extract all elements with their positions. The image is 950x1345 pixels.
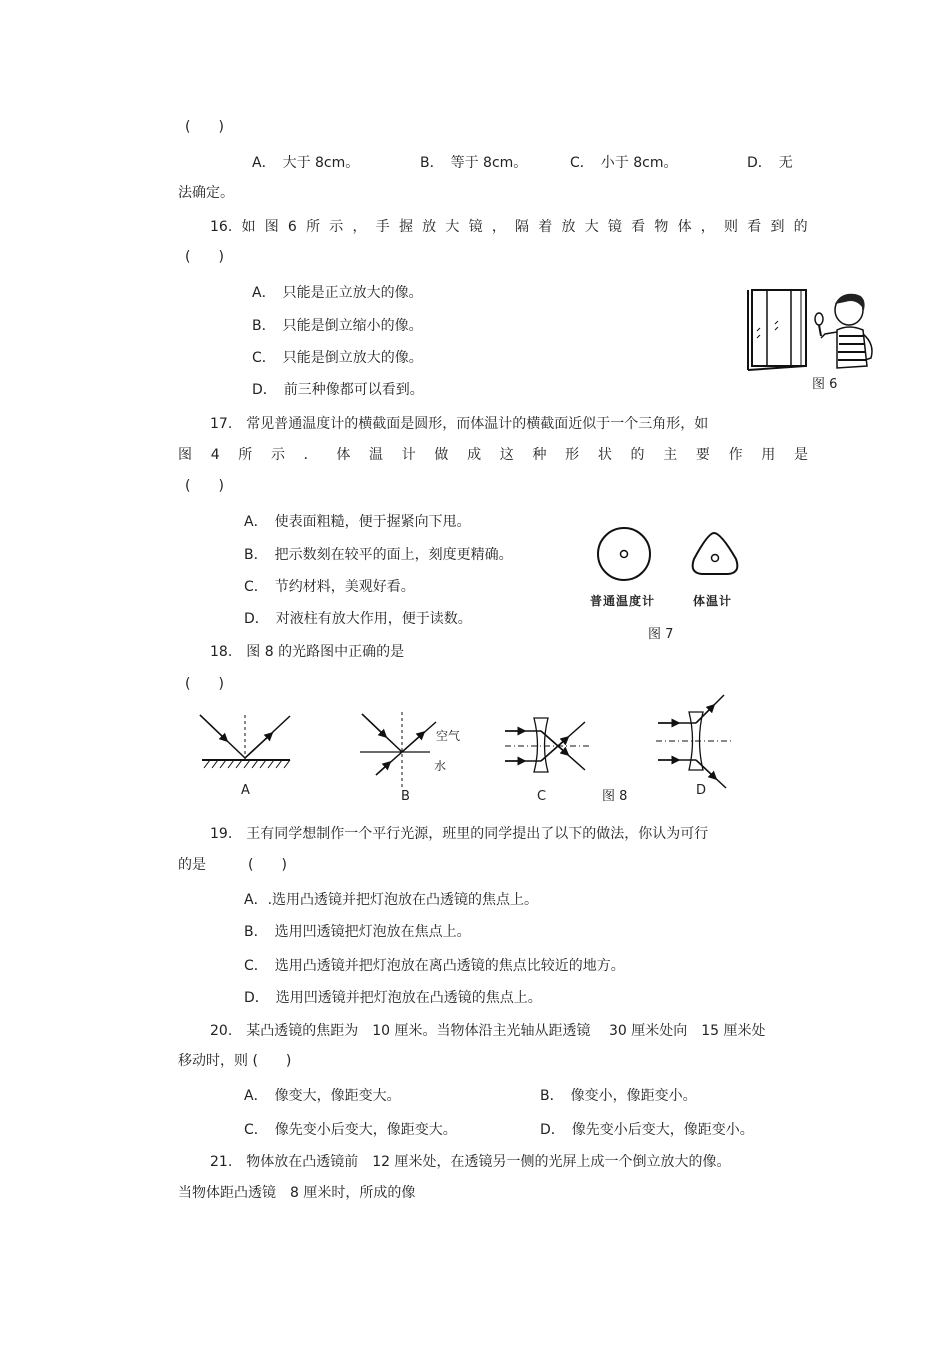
q16-stem-char: 大 — [584, 219, 599, 235]
q16-stem-char: 示 — [329, 219, 344, 235]
q17-option-d: D． 对液柱有放大作用，便于读数。 — [244, 611, 472, 627]
q17-stem-line1: 17. 常见普通温度计的横截面是圆形，而体温计的横截面近似于一个三角形，如 — [210, 416, 709, 432]
q16-stem-char: 到 — [770, 219, 785, 235]
q19-option-b: B． 选用凹透镜把灯泡放在焦点上。 — [244, 924, 471, 940]
q16-option-c: C． 只能是倒立放大的像。 — [252, 350, 423, 366]
q16-stem-char: 握 — [398, 219, 413, 235]
diagram-a-label: A — [241, 783, 250, 798]
diagram-d-label: D — [696, 783, 707, 798]
q17-stem-line2-char: 要 — [695, 447, 710, 463]
q16-bracket: ( ) — [185, 249, 224, 265]
q17-stem-line2-char: 这 — [499, 447, 514, 463]
diagram-b — [360, 712, 436, 790]
q16-stem-char: 看 — [747, 219, 762, 235]
q17-stem-line2-char: 4 — [210, 447, 220, 463]
q17-stem-line2-char: ． — [303, 447, 318, 463]
q17-stem-line2-char: 主 — [663, 447, 678, 463]
q17-stem-line2-char: 示 — [270, 447, 285, 463]
q20-option-d: D． 像先变小后变大，像距变小。 — [540, 1122, 754, 1138]
q19-stem-line2: 的是 ( ) — [178, 857, 287, 873]
q16-stem-char: 镜 — [468, 219, 483, 235]
q16-option-d: D． 前三种像都可以看到。 — [252, 382, 424, 398]
q17-stem-line2-char: 种 — [532, 447, 547, 463]
q16-stem-char: 着 — [538, 219, 553, 235]
q17-stem-line2-char: 作 — [728, 447, 743, 463]
figure-6-caption: 图 6 — [812, 377, 838, 392]
q15-option-d: D． 无 — [747, 155, 793, 171]
q20-stem-line1: 20. 某凸透镜的焦距为 10 厘米。当物体沿主光轴从距透镜 30 厘米处向 15 厘米处 — [210, 1023, 766, 1039]
q16-stem-char: 放 — [561, 219, 576, 235]
q17-option-b: B． 把示数刻在较平的面上，刻度更精确。 — [244, 547, 513, 563]
q16-stem-char: 的 — [793, 219, 808, 235]
q17-stem-line2-char: 形 — [565, 447, 580, 463]
q19-stem-line1: 19. 王有同学想制作一个平行光源，班里的同学提出了以下的做法，你认为可行 — [210, 826, 709, 842]
q16-stem-char: 如 — [241, 219, 256, 235]
q15-option-a: A． 大于 8cm。 — [252, 155, 360, 171]
q19-option-c: C． 选用凸透镜并把灯泡放在离凸透镜的焦点比较近的地方。 — [244, 958, 625, 974]
diagram-a — [200, 712, 290, 768]
q20-option-b: B． 像变小，像距变小。 — [540, 1088, 697, 1104]
q16-stem-char: ， — [491, 219, 506, 235]
q16-stem-char: 隔 — [515, 219, 530, 235]
q16-stem-char: 图 — [264, 219, 279, 235]
q19-option-d: D． 选用凹透镜并把灯泡放在凸透镜的焦点上。 — [244, 990, 542, 1006]
figure-8-caption: 图 8 — [602, 789, 628, 804]
figure-7-label-ordinary: 普通温度计 — [590, 594, 656, 608]
q16-stem-char: 体 — [677, 219, 692, 235]
q17-bracket: ( ) — [185, 478, 224, 494]
q18-stem: 18. 图 8 的光路图中正确的是 — [210, 644, 405, 660]
q17-stem-line2-char: 用 — [761, 447, 776, 463]
q20-option-a: A． 像变大，像距变大。 — [244, 1088, 401, 1104]
q17-stem-line2-char: 图 — [178, 447, 192, 463]
q16-option-a: A． 只能是正立放大的像。 — [252, 285, 423, 301]
q19-option-a: A．.选用凸透镜并把灯泡放在凸透镜的焦点上。 — [244, 892, 539, 908]
q16-stem-char: 放 — [422, 219, 437, 235]
q17-stem-line2-char: 计 — [401, 447, 416, 463]
q15-option-c: C． 小于 8cm。 — [570, 155, 678, 171]
q16-stem-char: ， — [700, 219, 715, 235]
q18-bracket: ( ) — [185, 676, 224, 692]
q16-stem-char: 物 — [654, 219, 669, 235]
q20-stem-line2: 移动时，则 ( ) — [178, 1053, 292, 1069]
q21-stem-line2: 当物体距凸透镜 8 厘米时，所成的像 — [178, 1185, 416, 1201]
q16-stem-char: 看 — [631, 219, 646, 235]
q15-option-d-cont: 法确定。 — [178, 185, 234, 201]
q17-stem-line2-char: 成 — [467, 447, 482, 463]
q17-stem-line2-char: 所 — [238, 447, 253, 463]
q17-stem-line2-char: 体 — [336, 447, 351, 463]
diagram-c — [505, 718, 590, 772]
q17-option-a: A． 使表面粗糙，便于握紧向下甩。 — [244, 514, 471, 530]
q17-stem-line2-char: 温 — [369, 447, 384, 463]
q20-option-c: C． 像先变小后变大，像距变大。 — [244, 1122, 457, 1138]
diagram-c-label: C — [537, 789, 547, 804]
diagram-b-air-label: 空气 — [436, 729, 461, 743]
q16-stem-char: 16. — [210, 219, 233, 235]
q16-stem-char: 所 — [306, 219, 321, 235]
q16-stem-char: 手 — [375, 219, 390, 235]
q16-stem-char: ， — [352, 219, 367, 235]
q16-option-b: B． 只能是倒立缩小的像。 — [252, 318, 423, 334]
figure-7-label-clinical: 体温计 — [693, 594, 733, 608]
q17-stem-line2-char: 状 — [597, 447, 612, 463]
diagram-d — [656, 695, 732, 788]
q17-stem-line2-char: 的 — [630, 447, 645, 463]
q16-stem-char: 则 — [724, 219, 738, 235]
q17-stem-line2-char: 做 — [434, 447, 449, 463]
figure-7-caption: 图 7 — [648, 627, 674, 642]
q15-bracket: ( ) — [185, 119, 224, 135]
q16-stem-char: 镜 — [607, 219, 622, 235]
q15-option-b: B． 等于 8cm。 — [420, 155, 528, 171]
q16-stem-char: 6 — [287, 219, 297, 235]
diagram-b-label: B — [401, 789, 410, 804]
q21-stem-line1: 21. 物体放在凸透镜前 12 厘米处，在透镜另一侧的光屏上成一个倒立放大的像。 — [210, 1154, 731, 1170]
q17-stem-line2-char: 是 — [793, 447, 808, 463]
q16-stem-char: 大 — [445, 219, 460, 235]
diagram-b-water-label: 水 — [434, 759, 447, 773]
q17-option-c: C． 节约材料，美观好看。 — [244, 579, 415, 595]
